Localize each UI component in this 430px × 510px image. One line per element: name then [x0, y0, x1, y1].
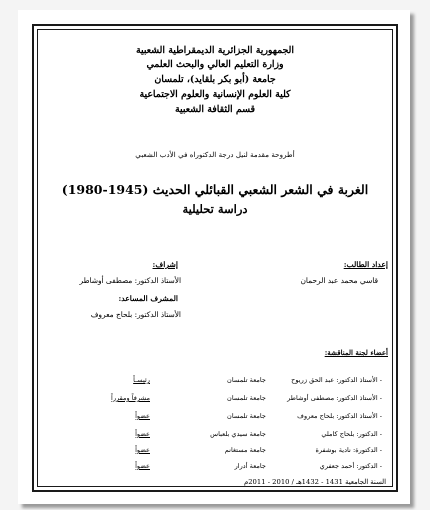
header-university: جامعة (أبو بكر بلقايد)، تلمسان: [154, 74, 276, 85]
member-role: عضواً: [135, 430, 150, 438]
member-university: جامعة تلمسان: [227, 412, 266, 420]
committee-row: [44, 412, 386, 424]
member-name: - الدكتور: أحمد جعفري: [319, 462, 382, 470]
member-name: - الأستاذ الدكتور: عبد الحق زريوح: [291, 376, 382, 384]
committee-label: أعضاء لجنة المناقشة:: [324, 348, 388, 357]
committee-row: [44, 394, 386, 406]
committee-row: [44, 430, 386, 442]
academic-year: السنة الجامعية 1431 - 1432هـ / 2010 - 2011م: [244, 478, 386, 486]
member-name: - الأستاذ الدكتور: بلحاج معروف: [297, 412, 382, 420]
co-supervisor-label: المشرف المساعد:: [118, 294, 178, 303]
thesis-title-sub: دراسة تحليلية: [182, 202, 248, 216]
member-name: - الدكتور: بلحاج كاملي: [321, 430, 382, 438]
thesis-subtitle: أطروحة مقدمة لنيل درجة الدكتوراه في الأدب الشعبي: [135, 150, 295, 159]
supervisor-label: إشراف:: [152, 260, 178, 269]
student-name: قاسي محمد عبد الرحمان: [300, 276, 378, 285]
member-university: جامعة تلمسان: [227, 394, 266, 402]
co-supervisor-name: الأستاذ الدكتور: بلحاج معروف: [90, 310, 181, 319]
member-role: عضواً: [135, 412, 150, 420]
member-role: عضواً: [135, 446, 150, 454]
supervisor-name: الأستاذ الدكتور: مصطفى أوشاطر: [79, 276, 181, 285]
header-republic: الجمهورية الجزائرية الديمقراطية الشعبية: [135, 45, 295, 56]
member-name: - الدكتورة: نادية بوشفرة: [315, 446, 382, 454]
page-border: [32, 24, 398, 492]
student-label: إعداد الطالب:: [343, 260, 388, 269]
committee-row: [44, 446, 386, 458]
header-ministry: وزارة التعليم العالي والبحث العلمي: [146, 59, 284, 70]
committee-row: [44, 462, 386, 474]
member-university: جامعة تلمسان: [227, 376, 266, 384]
header-faculty: كلية العلوم الإنسانية والعلوم الاجتماعية: [139, 89, 291, 100]
thesis-title: الغربة في الشعر الشعبي القبائلي الحديث (1945-1980): [61, 182, 369, 197]
member-name: - الأستاذ الدكتور: مصطفى أوشاطر: [287, 394, 382, 402]
document-page: [18, 10, 410, 504]
member-university: جامعة مستغانم: [224, 446, 266, 454]
member-university: جامعة أدرار: [234, 462, 266, 470]
header-department: قسم الثقافة الشعبية: [174, 104, 256, 115]
member-role: مشرفاً ومقرراً: [110, 394, 150, 402]
member-role: رئيسـاً: [133, 376, 150, 384]
member-university: جامعة سيدي بلعباس: [210, 430, 266, 438]
member-role: عضواً: [135, 462, 150, 470]
committee-row: [44, 376, 386, 388]
